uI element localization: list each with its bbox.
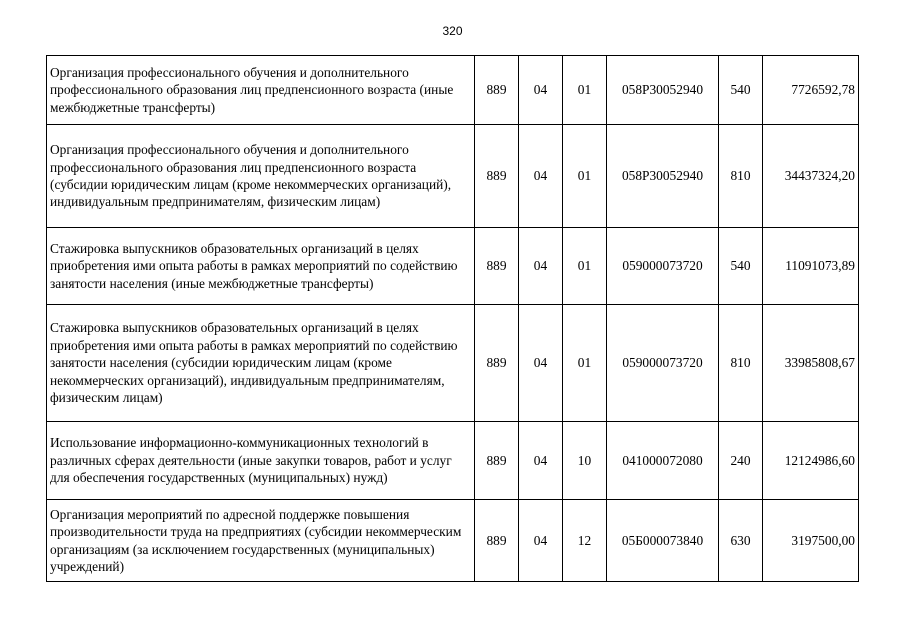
page-number: 320 [442,24,463,38]
ministry-code: 889 [475,422,519,500]
row-description: Организация профессионального обучения и дополнительного профессионального образования лиц предпенсионного возраста (субсидии юридическим лицам (кроме некоммерческих организаций), индивидуальным предпринимателям, физическим лицам) [47,125,475,228]
section-code: 04 [519,305,563,422]
amount: 33985808,67 [763,305,859,422]
amount: 12124986,60 [763,422,859,500]
subsection-code: 01 [563,125,607,228]
expense-type-code: 810 [719,305,763,422]
ministry-code: 889 [475,56,519,125]
table-row [47,228,859,305]
table-row [47,305,859,422]
ministry-code: 889 [475,125,519,228]
expense-type-code: 240 [719,422,763,500]
target-article-code: 058P30052940 [607,125,719,228]
budget-table [46,55,859,582]
target-article-code: 059000073720 [607,305,719,422]
expense-type-code: 540 [719,228,763,305]
row-description: Стажировка выпускников образовательных организаций в целях приобретения ими опыта работы в рамках мероприятий по содействию занятости населения (субсидии юридическим лицам (кроме некоммерческих организаций), индивидуальным предпринимателям, физическим лицам) [47,305,475,422]
target-article-code: 05Б000073840 [607,500,719,582]
section-code: 04 [519,228,563,305]
expense-type-code: 810 [719,125,763,228]
amount: 34437324,20 [763,125,859,228]
row-description: Организация профессионального обучения и дополнительного профессионального образования лиц предпенсионного возраста (иные межбюджетные трансферты) [47,56,475,125]
subsection-code: 12 [563,500,607,582]
table-row [47,125,859,228]
ministry-code: 889 [475,500,519,582]
row-description: Использование информационно-коммуникационных технологий в различных сферах деятельности (иные закупки товаров, работ и услуг для обеспечения государственных (муниципальных) нужд) [47,422,475,500]
subsection-code: 01 [563,56,607,125]
expense-type-code: 540 [719,56,763,125]
amount: 11091073,89 [763,228,859,305]
ministry-code: 889 [475,228,519,305]
amount: 3197500,00 [763,500,859,582]
subsection-code: 01 [563,305,607,422]
section-code: 04 [519,422,563,500]
row-description: Организация мероприятий по адресной поддержке повышения производительности труда на предприятиях (субсидии некоммерческим организациям (за исключением государственных (муниципальных) учреждений) [47,500,475,582]
section-code: 04 [519,56,563,125]
ministry-code: 889 [475,305,519,422]
target-article-code: 059000073720 [607,228,719,305]
table-row [47,56,859,125]
target-article-code: 041000072080 [607,422,719,500]
amount: 7726592,78 [763,56,859,125]
expense-type-code: 630 [719,500,763,582]
target-article-code: 058P30052940 [607,56,719,125]
row-description: Стажировка выпускников образовательных организаций в целях приобретения ими опыта работы в рамках мероприятий по содействию занятости населения (иные межбюджетные трансферты) [47,228,475,305]
subsection-code: 01 [563,228,607,305]
table-row [47,422,859,500]
section-code: 04 [519,500,563,582]
table-row [47,500,859,582]
subsection-code: 10 [563,422,607,500]
section-code: 04 [519,125,563,228]
